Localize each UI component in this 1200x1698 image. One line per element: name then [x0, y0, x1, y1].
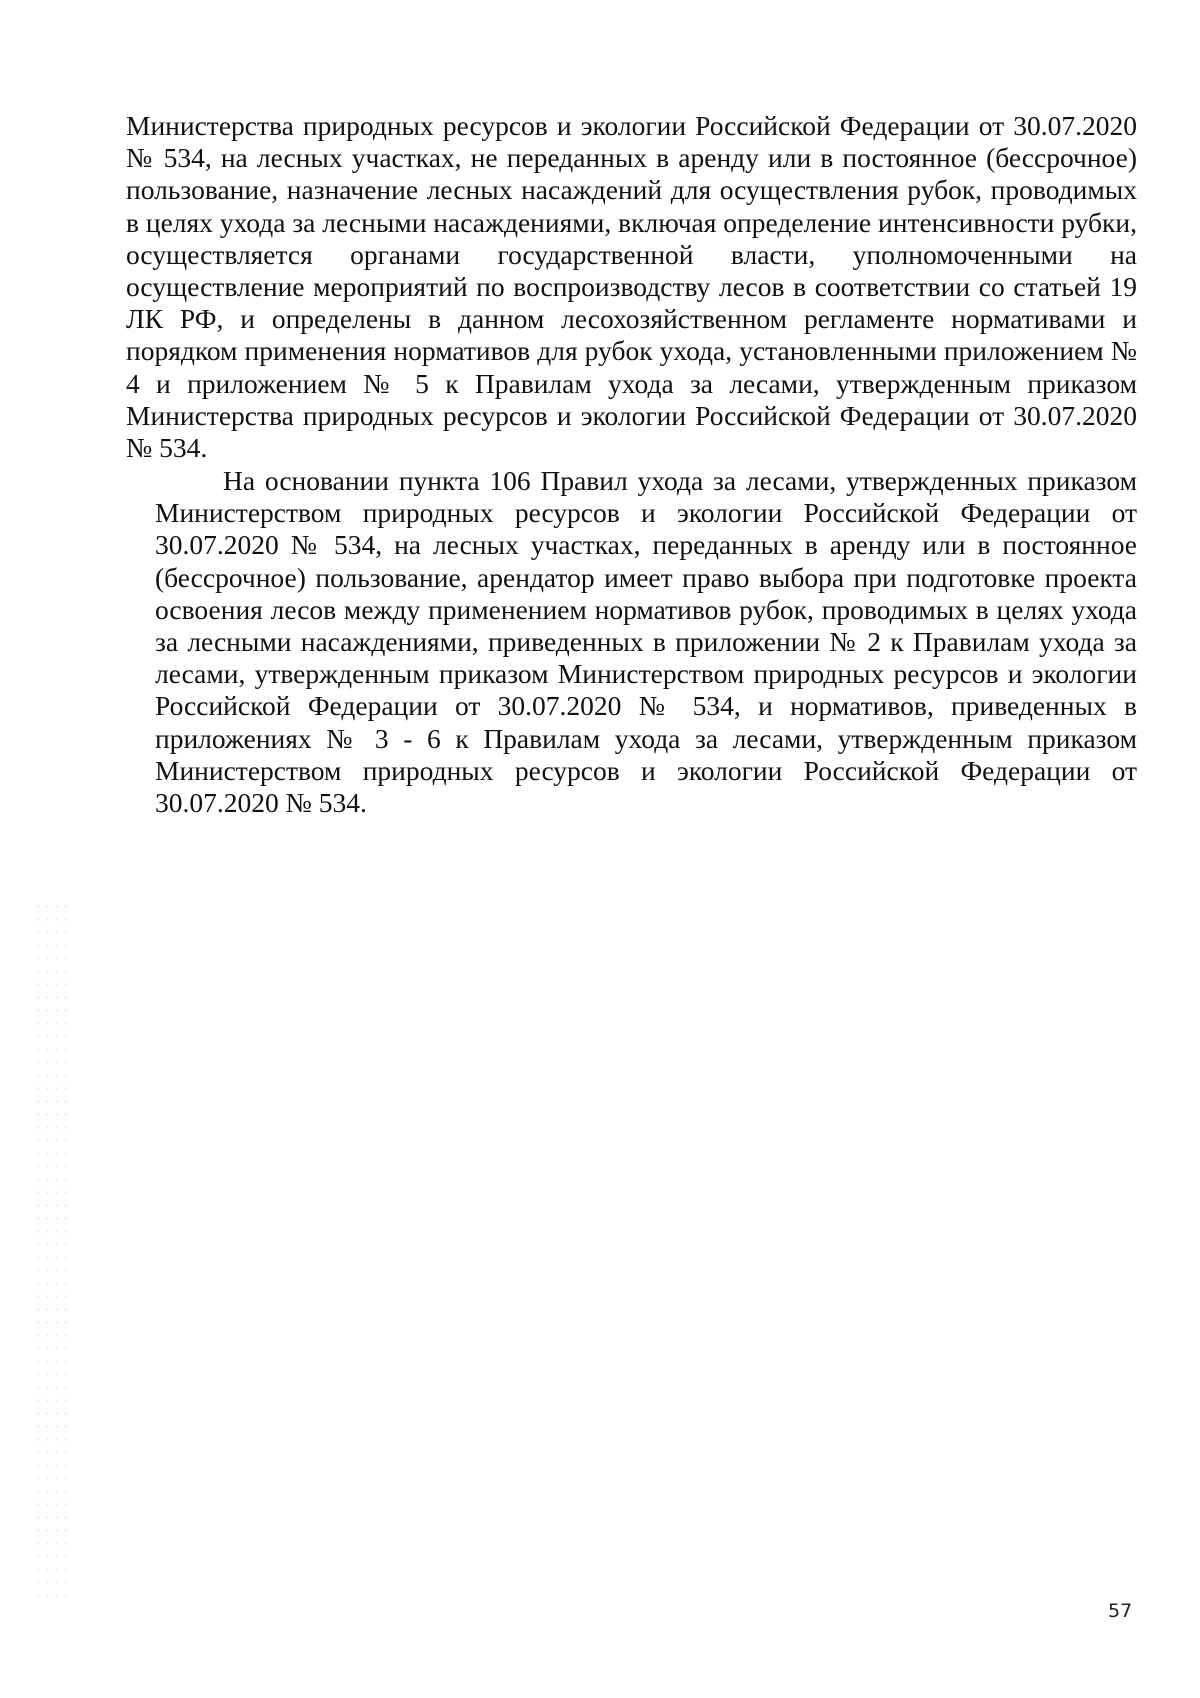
- scan-speckle: [34, 900, 74, 1600]
- body-paragraph: На основании пункта 106 Правил ухода за лесами, утвержденных приказом Министерством природных ресурсов и экологии Российской Федерации от 30.07.2020 № 534, на лесных участках, переданных в аренду или в постоянное (бессрочное) пользование, арендатор имеет право выбора при подготовке проекта освоения лесов между применением нормативов рубок, проводимых в целях ухода за лесными насаждениями, приведенных в приложении № 2 к Правилам ухода за лесами, утвержденным приказом Министерством природных ресурсов и экологии Российской Федерации от 30.07.2020 № 534, и нормативов, приведенных в приложениях № 3 - 6 к Правилам ухода за лесами, утвержденным приказом Министерством природных ресурсов и экологии Российской Федерации от 30.07.2020 № 534.: [155, 465, 1137, 819]
- page-number: 57: [1108, 1600, 1133, 1622]
- body-paragraph: Министерства природных ресурсов и экологии Российской Федерации от 30.07.2020 № 534, на лесных участках, не переданных в аренду или в постоянное (бессрочное) пользование, назначение лесных насаждений для осуществления рубок, проводимых в целях ухода за лесными насаждениями, включая определение интенсивности рубки, осуществляется органами государственной власти, уполномоченными на осуществление мероприятий по воспроизводству лесов в соответствии со статьей 19 ЛК РФ, и определены в данном лесохозяйственном регламенте нормативами и порядком применения нормативов для рубок ухода, установленными приложением № 4 и приложением № 5 к Правилам ухода за лесами, утвержденным приказом Министерства природных ресурсов и экологии Российской Федерации от 30.07.2020 № 534.: [126, 110, 1137, 464]
